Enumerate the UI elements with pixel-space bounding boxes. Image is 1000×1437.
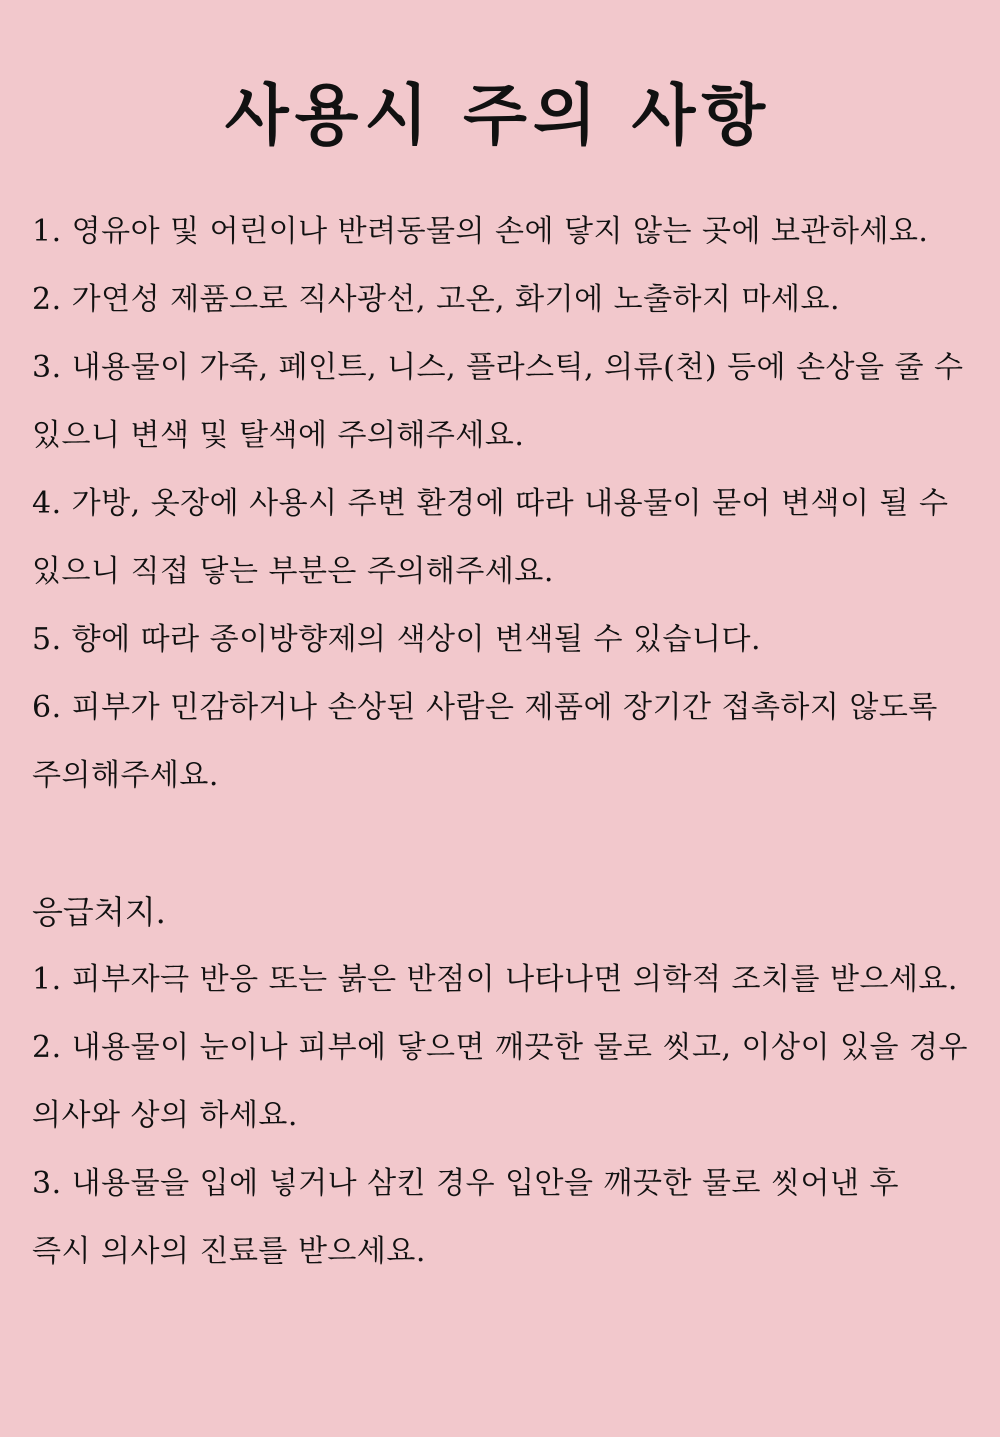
precaution-line: 2. 가연성 제품으로 직사광선, 고온, 화기에 노출하지 마세요. [32, 282, 841, 317]
first-aid-line: 3. 내용물을 입에 넣거나 삼킨 경우 입안을 깨끗한 물로 씻어낸 후 [32, 1166, 899, 1201]
page-title: 사용시 주의 사항 [224, 76, 772, 154]
first-aid-line: 즉시 의사의 진료를 받으세요. [32, 1234, 426, 1269]
precautions-list [32, 198, 964, 810]
precaution-item [32, 334, 964, 470]
section-spacer [32, 810, 964, 878]
precaution-line: 3. 내용물이 가죽, 페인트, 니스, 플라스틱, 의류(천) 등에 손상을 줄 수 [32, 350, 964, 385]
precaution-line: 있으니 변색 및 탈색에 주의해주세요. [32, 418, 525, 453]
precaution-item [32, 674, 964, 810]
precaution-line: 있으니 직접 닿는 부분은 주의해주세요. [32, 554, 554, 589]
first-aid-heading: 응급처지. [32, 893, 166, 931]
first-aid-line: 1. 피부자극 반응 또는 붉은 반점이 나타나면 의학적 조치를 받으세요. [32, 962, 958, 997]
precaution-line: 주의해주세요. [32, 758, 219, 793]
first-aid-item [32, 946, 964, 1014]
precaution-line: 6. 피부가 민감하거나 손상된 사람은 제품에 장기간 접촉하지 않도록 [32, 690, 938, 725]
precaution-item [32, 470, 964, 606]
first-aid-line: 의사와 상의 하세요. [32, 1098, 298, 1133]
first-aid-item [32, 1150, 964, 1286]
first-aid-list [32, 946, 968, 1286]
precaution-line: 5. 향에 따라 종이방향제의 색상이 변색될 수 있습니다. [32, 622, 761, 657]
precaution-line: 1. 영유아 및 어린이나 반려동물의 손에 닿지 않는 곳에 보관하세요. [32, 214, 929, 249]
precaution-line: 4. 가방, 옷장에 사용시 주변 환경에 따라 내용물이 묻어 변색이 될 수 [32, 486, 949, 521]
first-aid-line: 2. 내용물이 눈이나 피부에 닿으면 깨끗한 물로 씻고, 이상이 있을 경우 [32, 1030, 968, 1065]
precaution-item [32, 606, 964, 674]
precaution-item [32, 266, 964, 334]
first-aid-item [32, 1014, 968, 1150]
precaution-item [32, 198, 964, 266]
